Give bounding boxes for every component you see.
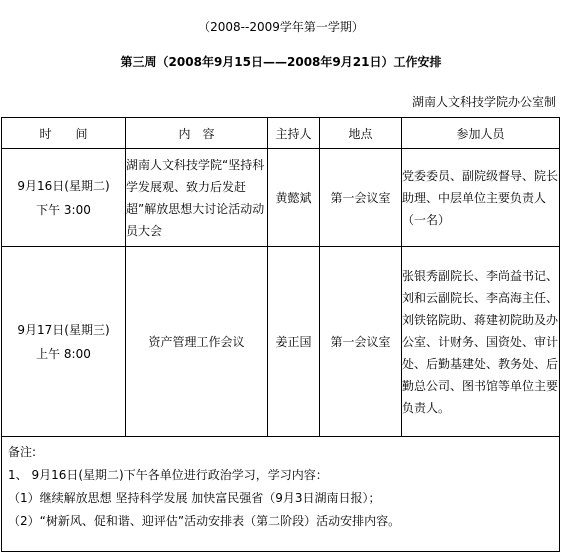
notes-label: 备注: [8,445,37,459]
time-text: 上午 8:00 [36,346,91,361]
notes-line: （1）继续解放思想 坚持科学发展 加快富民强省（9月3日湖南日报）； [8,491,381,505]
location-cell: 第一会议室 [320,149,402,247]
notes-cell [2,437,560,552]
header-participants: 参加人员 [402,118,560,149]
content-cell: 资产管理工作会议 [126,247,268,437]
time-cell [2,149,126,247]
host-cell: 黄懿斌 [268,149,320,247]
schedule-table [1,117,560,552]
semester-label: （2008--2009学年第一学期） [198,20,364,34]
date-text: 9月16日(星期二) [17,178,110,193]
issuer-label: 湖南人文科技学院办公室制 [411,95,556,109]
time-cell [2,247,126,437]
header-host: 主持人 [268,118,320,149]
notes-line: 1、 9月16日(星期二)下午各单位进行政治学习，学习内容： [8,468,328,482]
header-content: 内 容 [126,118,268,149]
table-header-row [2,118,560,149]
participants-cell: 张银秀副院长、李尚益书记、刘和云副院长、李高海主任、刘铁铭院助、蒋建初院助及办公室、计财务、国资处、审计处、后勤基建处、教务处、后勤总公司、图书馆等单位主要负责人。 [402,247,560,437]
date-text: 9月17日(星期三) [17,322,110,337]
host-cell: 姜正国 [268,247,320,437]
header-time: 时 间 [2,118,126,149]
participants-cell: 党委委员、副院级督导、院长助理、中层单位主要负责人（一名） [402,149,560,247]
table-row [2,149,560,247]
table-row [2,247,560,437]
notes-line: （2）“树新风、促和谐、迎评估”活动安排表（第二阶段）活动安排内容。 [8,514,401,528]
content-cell: 湖南人文科技学院“坚持科学发展观、致力后发赶超”解放思想大讨论活动动员大会 [126,149,268,247]
header-location: 地点 [320,118,402,149]
location-cell: 第一会议室 [320,247,402,437]
time-text: 下午 3:00 [36,202,91,217]
page-title: 第三周（2008年9月15日——2008年9月21日）工作安排 [120,55,442,69]
notes-row [2,437,560,552]
